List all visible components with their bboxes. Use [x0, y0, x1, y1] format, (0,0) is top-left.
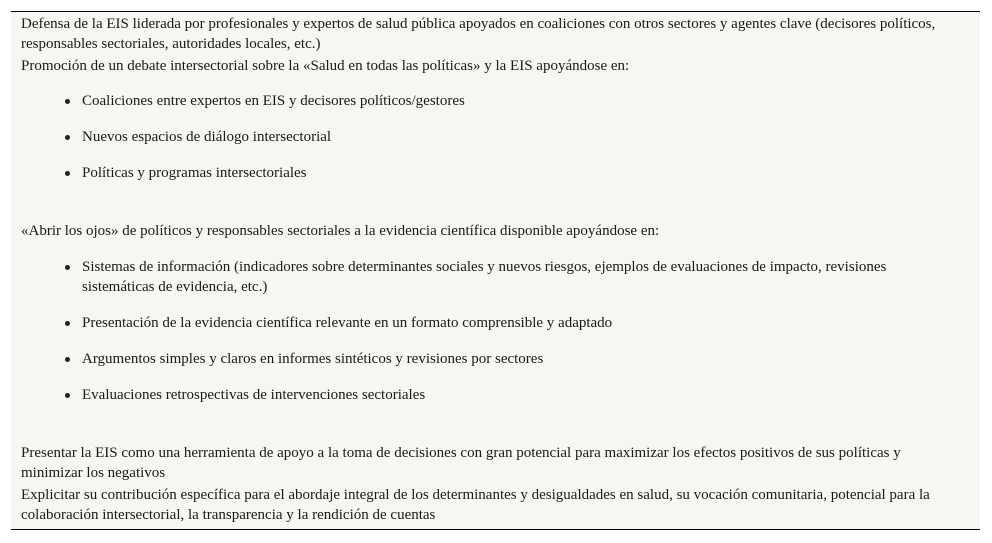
list-item-text: Coaliciones entre expertos en EIS y decisores políticos/gestores [82, 93, 465, 109]
paragraph-decision-tool: Presentar la EIS como una herramienta de apoyo a la toma de decisiones con gran potencial para maximizar los efectos positivos de sus políticas y minimizar los negativos [21, 445, 901, 481]
list-item [82, 385, 952, 405]
bullet-icon [65, 265, 70, 270]
bullet-icon [65, 357, 70, 362]
list-item [82, 127, 952, 147]
list-item-text: Presentación de la evidencia científica relevante en un formato comprensible y adaptado [82, 315, 613, 331]
bullet-icon [65, 321, 70, 326]
list-item-text: Evaluaciones retrospectivas de intervenciones sectoriales [82, 387, 426, 403]
paragraph-advocacy: Defensa de la EIS liderada por profesionales y expertos de salud pública apoyados en coaliciones con otros sectores y agentes clave (decisores políticos, responsables sectoriales, autoridades locales, etc.) [21, 16, 936, 52]
bullet-icon [65, 393, 70, 398]
list-item [82, 163, 952, 183]
paragraph-contribution: Explicitar su contribución específica para el abordaje integral de los determinantes y desigualdades en salud, su vocación comunitaria, potencial para la colaboración intersectorial, la transparencia y la rendición de cuentas [21, 487, 930, 523]
list-item-text: Políticas y programas intersectoriales [82, 165, 307, 181]
list-item [82, 349, 952, 369]
list-item-text: Sistemas de información (indicadores sobre determinantes sociales y nuevos riesgos, ejemplos de evaluaciones de impacto, revisiones sistemáticas de evidencia, etc.) [82, 259, 887, 295]
list-item-text: Nuevos espacios de diálogo intersectorial [82, 129, 332, 145]
strategy-table [11, 11, 980, 530]
bullet-icon [65, 135, 70, 140]
bullet-icon [65, 171, 70, 176]
paragraph-debate: Promoción de un debate intersectorial sobre la «Salud en todas las políticas» y la EIS apoyándose en: [21, 58, 630, 74]
list-item [82, 91, 952, 111]
paragraph-evidence: «Abrir los ojos» de políticos y responsables sectoriales a la evidencia científica disponible apoyándose en: [21, 223, 660, 239]
list-item-text: Argumentos simples y claros en informes sintéticos y revisiones por sectores [82, 351, 544, 367]
list-item [82, 257, 952, 297]
bullet-icon [65, 99, 70, 104]
list-item [82, 313, 952, 333]
